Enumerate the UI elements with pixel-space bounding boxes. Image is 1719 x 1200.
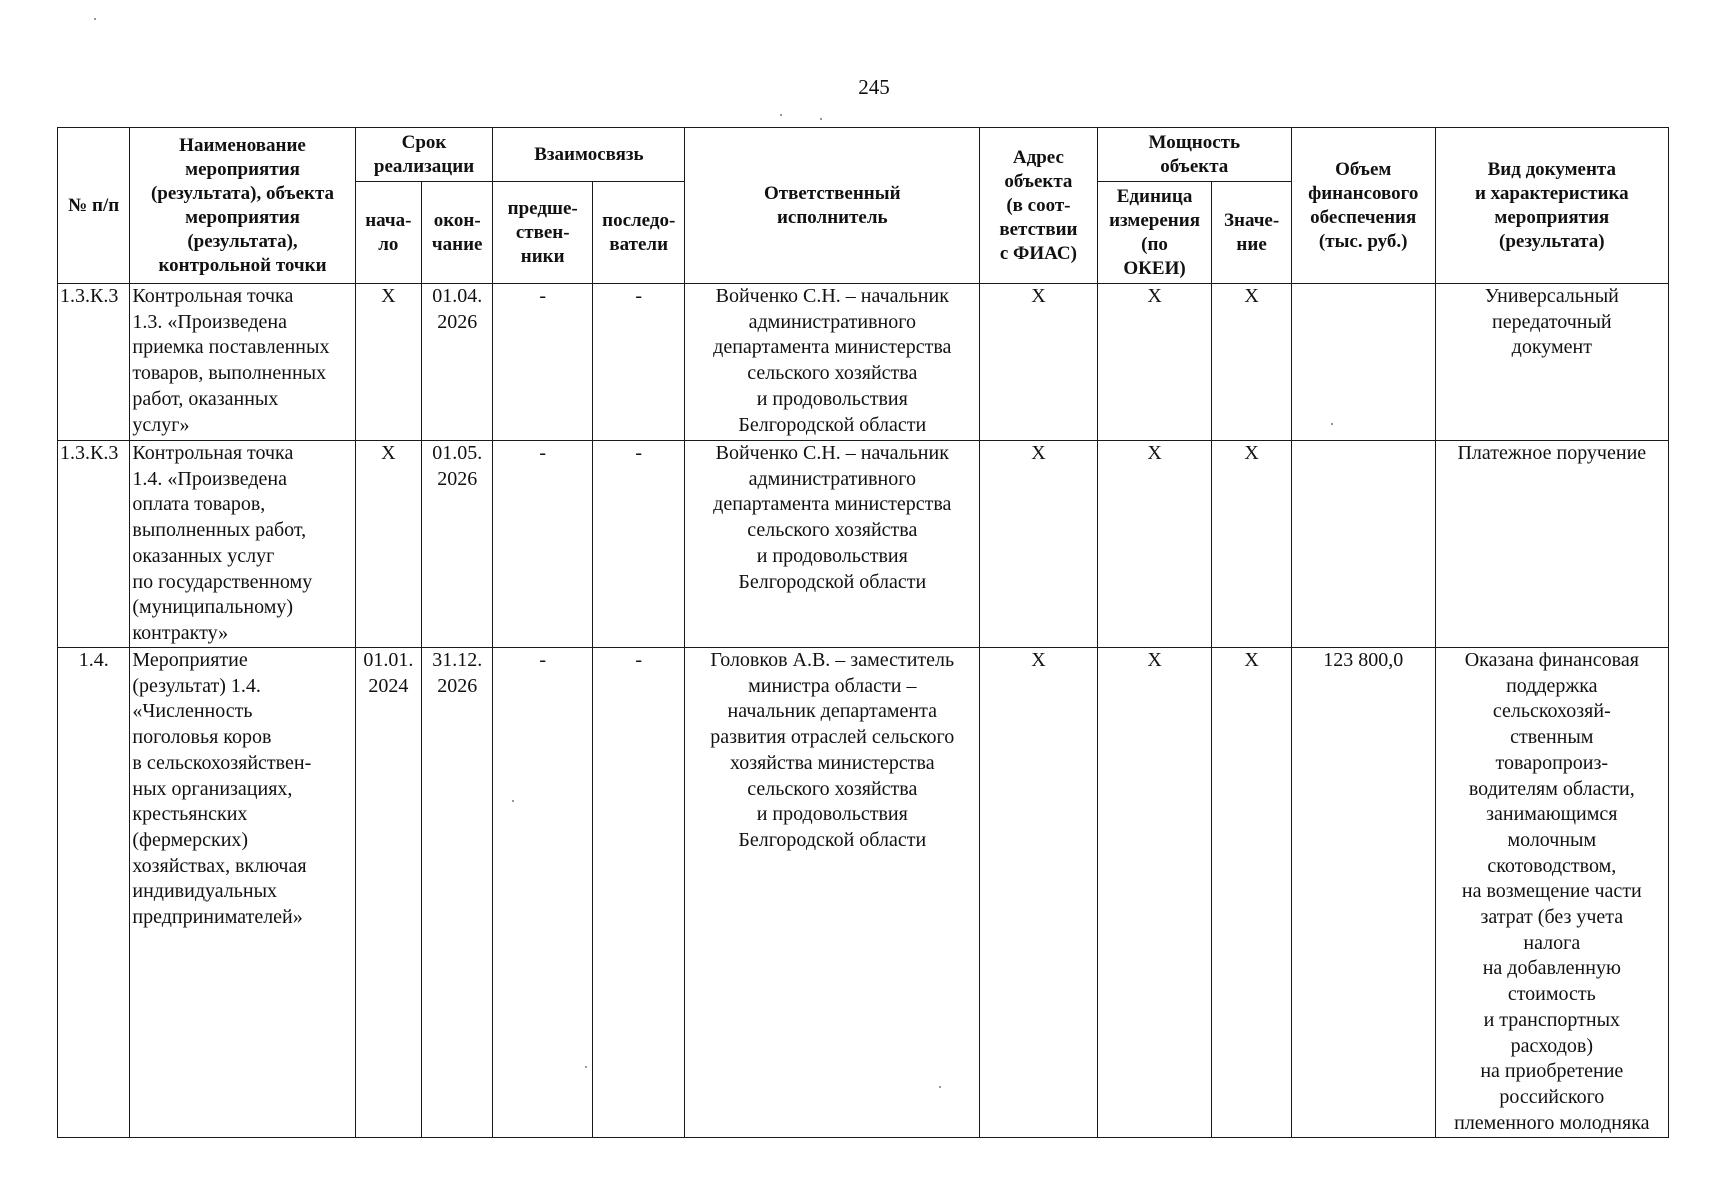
row-next: -: [592, 441, 685, 648]
row-address: X: [980, 648, 1098, 1138]
scan-speck: [94, 18, 96, 20]
row-address: X: [980, 441, 1098, 648]
row-name: Контрольная точка 1.3. «Произведена приемка поставленных товаров, выполненных работ, оказанных услуг»: [130, 284, 355, 441]
scan-speck: [512, 800, 514, 802]
row-unit: X: [1097, 284, 1212, 441]
row-value: X: [1212, 441, 1291, 648]
header-link: Взаимосвязь: [493, 128, 685, 182]
header-num: № п/п: [58, 128, 130, 284]
header-value: Значе- ние: [1212, 182, 1291, 284]
row-next: -: [592, 284, 685, 441]
scan-speck: [585, 1066, 587, 1068]
row-doc: Универсальный передаточный документ: [1435, 284, 1668, 441]
table-row: [58, 284, 1669, 441]
row-num: 1.3.К.3: [58, 441, 130, 648]
row-name: Мероприятие (результат) 1.4. «Численность поголовья коров в сельскохозяйствен- ных организациях, крестьянских (фермерских) хозяйствах, включая индивидуальных предпринимателей»: [130, 648, 355, 1138]
scan-speck: [939, 1086, 941, 1088]
header-name: Наименование мероприятия (результата), объекта мероприятия (результата), контрольной точки: [130, 128, 355, 284]
row-next: -: [592, 648, 685, 1138]
row-name: Контрольная точка 1.4. «Произведена оплата товаров, выполненных работ, оказанных услуг по государственному (муниципальному) контракту»: [130, 441, 355, 648]
row-unit: X: [1097, 648, 1212, 1138]
row-responsible: Войченко С.Н. – начальник административного департамента министерства сельского хозяйства и продовольствия Белгородской области: [685, 441, 980, 648]
row-finance: [1291, 284, 1435, 441]
activities-table: [57, 127, 1669, 1138]
row-prev: -: [493, 284, 593, 441]
table-header: [58, 128, 1669, 284]
header-doc: Вид документа и характеристика мероприятия (результата): [1435, 128, 1668, 284]
row-num: 1.3.К.3: [58, 284, 130, 441]
header-finance: Объем финансового обеспечения (тыс. руб.): [1291, 128, 1435, 284]
header-link-next: последо- ватели: [592, 182, 685, 284]
row-value: X: [1212, 648, 1291, 1138]
row-end: 01.05. 2026: [422, 441, 493, 648]
row-end: 01.04. 2026: [422, 284, 493, 441]
row-doc: Оказана финансовая поддержка сельскохозяй- ственным товаропроиз- водителям области, занимающимся молочным скотоводством, на возмещение части затрат (без учета налога на добавленную стоимость и транспортных расходов) на приобретение российского племенного молодняка: [1435, 648, 1668, 1138]
header-address: Адрес объекта (в соот- ветствии с ФИАС): [980, 128, 1098, 284]
page-number: 245: [858, 75, 890, 99]
row-finance: 123 800,0: [1291, 648, 1435, 1138]
row-doc: Платежное поручение: [1435, 441, 1668, 648]
row-start: X: [355, 441, 421, 648]
row-start: 01.01. 2024: [355, 648, 421, 1138]
header-term-end: окон- чание: [422, 182, 493, 284]
header-term: Срок реализации: [355, 128, 493, 182]
scan-speck: [1331, 423, 1333, 425]
row-address: X: [980, 284, 1098, 441]
row-value: X: [1212, 284, 1291, 441]
header-term-start: нача- ло: [355, 182, 421, 284]
header-unit: Единица измерения (по ОКЕИ): [1097, 182, 1212, 284]
header-responsible: Ответственный исполнитель: [685, 128, 980, 284]
scan-speck: [780, 114, 782, 116]
table-row: [58, 441, 1669, 648]
row-prev: -: [493, 441, 593, 648]
scan-speck: [820, 118, 822, 120]
row-responsible: Головков А.В. – заместитель министра области – начальник департамента развития отраслей сельского хозяйства министерства сельского хозяйства и продовольствия Белгородской области: [685, 648, 980, 1138]
table-row: [58, 648, 1669, 1138]
row-num: 1.4.: [58, 648, 130, 1138]
row-end: 31.12. 2026: [422, 648, 493, 1138]
row-unit: X: [1097, 441, 1212, 648]
row-responsible: Войченко С.Н. – начальник административного департамента министерства сельского хозяйства и продовольствия Белгородской области: [685, 284, 980, 441]
row-finance: [1291, 441, 1435, 648]
header-link-prev: предше- ствен- ники: [493, 182, 593, 284]
row-prev: -: [493, 648, 593, 1138]
header-capacity: Мощность объекта: [1097, 128, 1291, 182]
row-start: X: [355, 284, 421, 441]
